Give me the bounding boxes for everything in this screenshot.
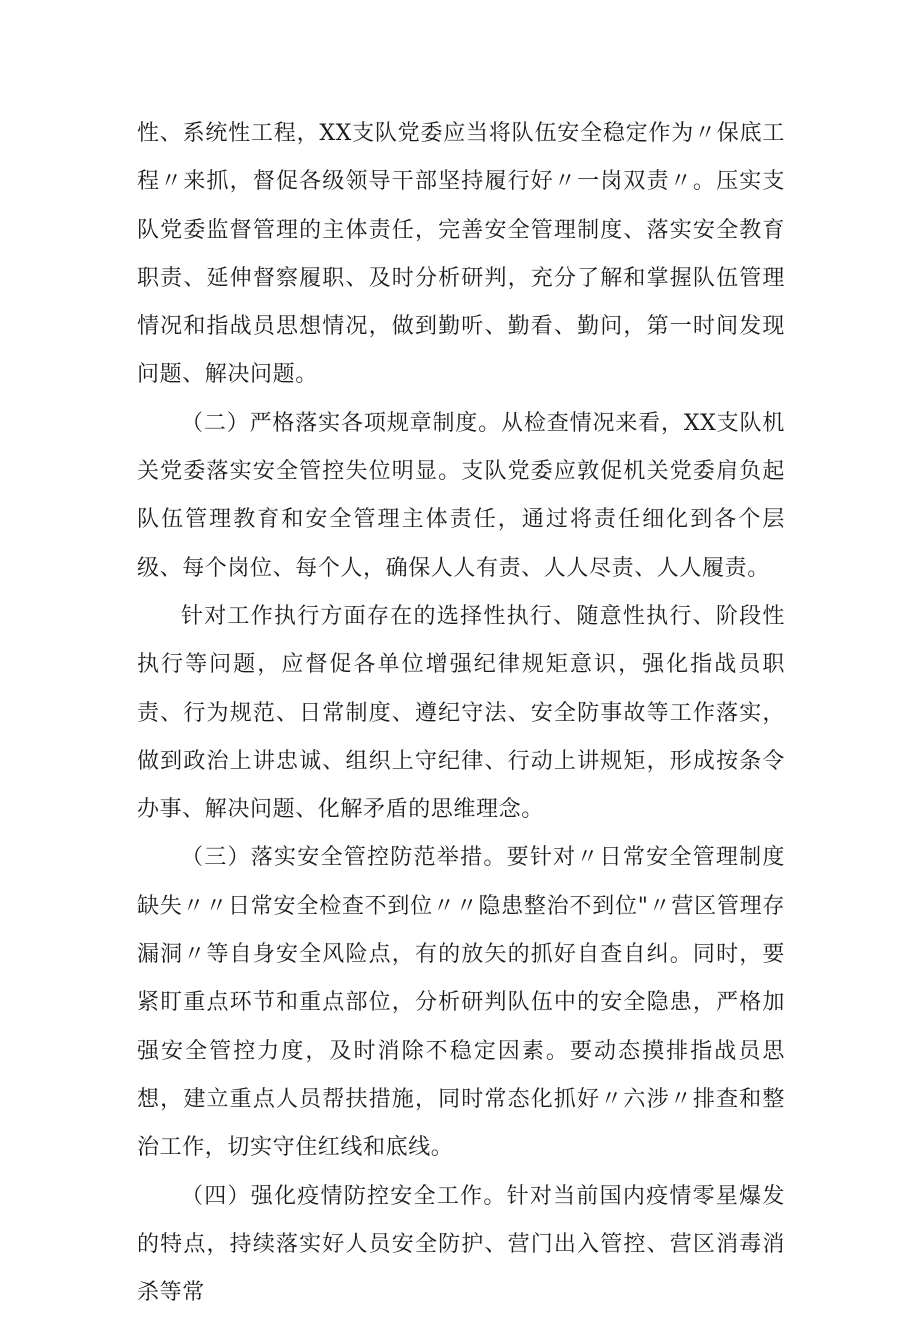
paragraph-section-3: （三）落实安全管控防范举措。要针对〃日常安全管理制度缺失〃〃日常安全检查不到位〃〃隐患整治不到位"〃营区管理存漏洞〃等自身安全风险点，有的放矢的抓好自查自纠。同时，要紧盯重点环节和重点部位，分析研判队伍中的安全隐患，严格加强安全管控力度，及时消除不稳定因素。要动态摸排指战员思想，建立重点人员帮扶措施，同时常态化抓好〃六涉〃排查和整治工作，切实守住红线和底线。 (137, 845, 785, 1161)
paragraph-section-4: （四）强化疫情防控安全工作。针对当前国内疫情零星爆发的特点，持续落实好人员安全防护、营门出入管控、营区消毒消杀等常 (137, 1183, 785, 1306)
paragraph-continuation: 性、系统性工程，XX支队党委应当将队伍安全稳定作为〃保底工程〃来抓，督促各级领导干部坚持履行好〃一岗双责〃。压实支队党委监督管理的主体责任，完善安全管理制度、落实安全教育职责、延伸督察履职、及时分析研判，充分了解和掌握队伍管理情况和指战员思想情况，做到勤听、勤看、勤问，第一时间发现问题、解决问题。 (137, 121, 785, 388)
paragraph-execution-issues: 针对工作执行方面存在的选择性执行、随意性执行、阶段性执行等问题，应督促各单位增强纪律规矩意识，强化指战员职责、行为规范、日常制度、遵纪守法、安全防事故等工作落实，做到政治上讲忠诚、组织上守纪律、行动上讲规矩，形成按条令办事、解决问题、化解矛盾的思维理念。 (137, 603, 785, 823)
paragraph-section-2: （二）严格落实各项规章制度。从检查情况来看，XX支队机关党委落实安全管控失位明显。支队党委应敦促机关党委肩负起队伍管理教育和安全管理主体责任，通过将责任细化到各个层级、每个岗位、每个人，确保人人有责、人人尽责、人人履责。 (137, 410, 785, 581)
document-body (137, 110, 785, 1317)
